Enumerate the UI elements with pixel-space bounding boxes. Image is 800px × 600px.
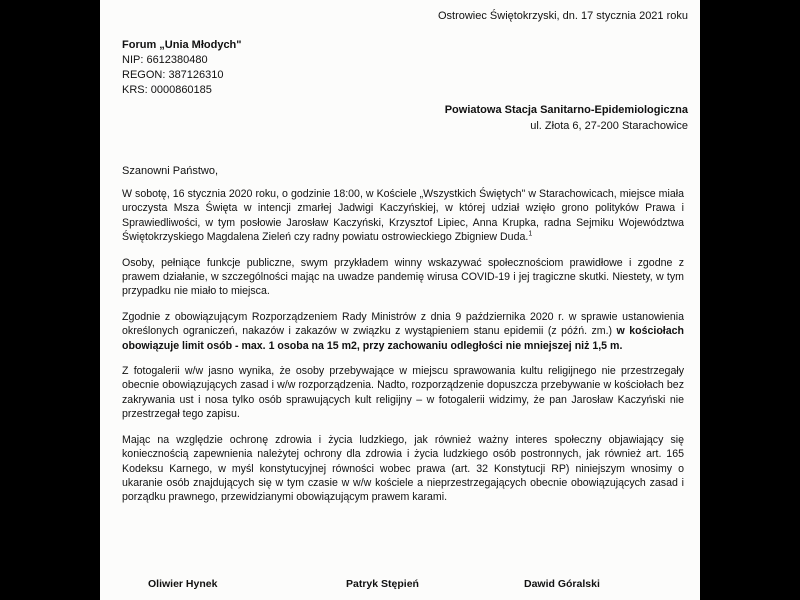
paragraph-5: Mając na względzie ochronę zdrowia i życia ludzkiego, jak również ważny interes społeczny objawiający się koniecznością zapewnienia należytej ochrony dla zdrowia i życia ludzkiego osób postronnych, jak również art. 165 Kodeksu Karnego, w myśl konstytucyjnej równości wobec prawa (art. 32 Konstytucji RP) niniejszym wnosimy o ukaranie osób znajdujących się w tym czasie w w/w kościele a nieprzestrzegających obecnie obowiązujących zasad i porządku prawnego, przewidzianymi obowiązującym prawem karami. [122, 433, 684, 504]
paragraph-3 [122, 310, 684, 353]
signature-3: Dawid Góralski [524, 578, 600, 590]
sender-krs: KRS: 0000860185 [122, 84, 212, 96]
sender-name: Forum „Unia Młodych" [122, 39, 242, 51]
place-date: Ostrowiec Świętokrzyski, dn. 17 stycznia 2021 roku [437, 10, 688, 22]
sender-regon: REGON: 387126310 [122, 69, 224, 81]
letter-body [122, 187, 684, 516]
salutation: Szanowni Państwo, [122, 165, 218, 177]
paragraph-3-text: Zgodnie z obowiązującym Rozporządzeniem Rady Ministrów z dnia 9 października 2020 r. w sprawie ustanowienia określonych ograniczeń, nakazów i zakazów w związku z wystąpieniem stanu epidemii (z późń. zm.) [122, 310, 684, 338]
sender-nip: NIP: 6612380480 [122, 54, 208, 66]
footnote-marker: 1 [528, 230, 533, 238]
signature-1: Oliwier Hynek [148, 578, 218, 590]
paragraph-4: Z fotogalerii w/w jasno wynika, że osoby przebywające w miejscu sprawowania kultu religijnego nie przestrzegały obecnie obowiązujących zasad i w/w rozporządzenia. Nadto, rozporządzenie dopuszcza przebywanie w kościołach bez zakrywania ust i nosa tylko osób sprawujących kult religijny – w fotogalerii widzimy, że pan Jarosław Kaczyński nie przestrzegał tego zapisu. [122, 365, 684, 421]
signature-2: Patryk Stępień [346, 578, 419, 590]
sender-block [122, 38, 242, 98]
paragraph-2: Osoby, pełniące funkcje publiczne, swym przykładem winny wskazywać społecznościom prawidłowe i zgodne z prawem działanie, w szczególności mając na uwadze pandemię wirusa COVID-19 i jej tragiczne skutki. Niestety, w tym przypadku nie miało to miejsca. [122, 256, 684, 298]
signatures [100, 578, 700, 596]
paragraph-1 [122, 187, 684, 245]
letter-page [100, 0, 700, 600]
paragraph-3-emphasis: w kościołach obowiązuje limit osób - max. 1 osoba na 15 m2, przy zachowaniu odległości nie mniejszej niż 1,5 m. [122, 325, 684, 352]
recipient-block [445, 102, 688, 134]
paragraph-1-text: W sobotę, 16 stycznia 2020 roku, o godzinie 18:00, w Kościele „Wszystkich Świętych" w Starachowicach, miejsce miała uroczysta Msza Święta w intencji zmarłej Jadwigi Kaczyńskiej, w której udział wzięło grono polityków Prawa i Sprawiedliwości, w tym posłowie Jarosław Kaczyński, Krzysztof Lipiec, Anna Krupka, radna Sejmiku Województwa Świętokrzyskiego Magdalena Zieleń czy radny powiatu ostrowieckiego Zbigniew Duda. [122, 188, 684, 244]
recipient-name: Powiatowa Stacja Sanitarno-Epidemiologiczna [444, 104, 688, 116]
recipient-address: ul. Złota 6, 27-200 Starachowice [530, 120, 688, 132]
